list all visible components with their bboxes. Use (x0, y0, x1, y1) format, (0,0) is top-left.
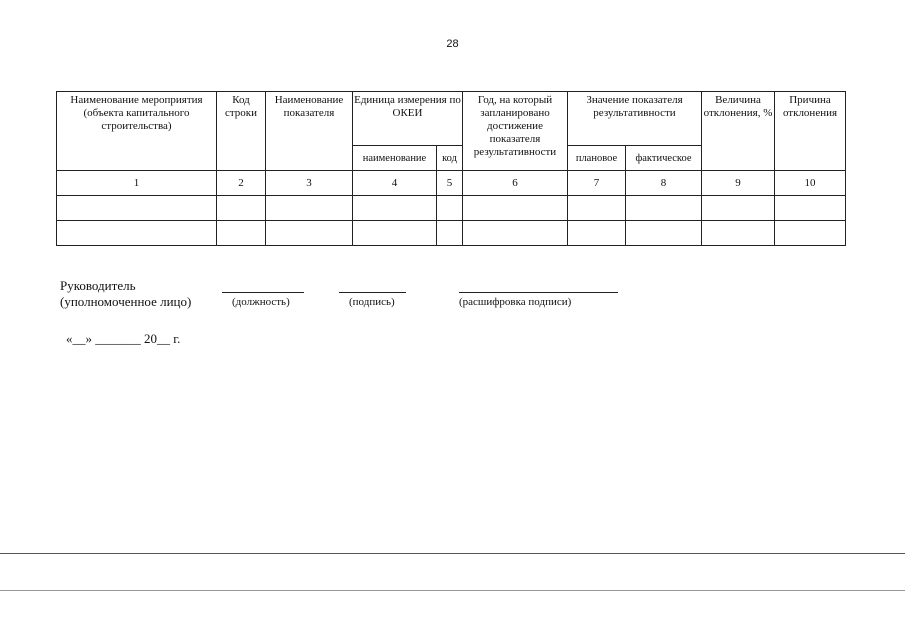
column-number: 9 (702, 171, 775, 196)
table-cell (353, 221, 437, 246)
results-table (56, 91, 846, 246)
signature-line (339, 292, 406, 293)
divider-line (0, 590, 905, 591)
table-cell (217, 196, 266, 221)
transcript-line (459, 292, 618, 293)
table-cell (353, 196, 437, 221)
header-reason: Причина отклонения (775, 92, 846, 171)
column-number: 10 (775, 171, 846, 196)
header-indicator-name: Наименование показателя (266, 92, 353, 171)
table-cell (568, 221, 626, 246)
header-target-year: Год, на который запланировано достижение показателя результативности (463, 92, 568, 171)
table-cell (775, 196, 846, 221)
table-cell (57, 221, 217, 246)
column-number: 1 (57, 171, 217, 196)
table-cell (266, 221, 353, 246)
table-cell (57, 196, 217, 221)
signature-title-line2: (уполномоченное лицо) (60, 294, 192, 309)
table-cell (702, 196, 775, 221)
column-number: 8 (626, 171, 702, 196)
column-number: 2 (217, 171, 266, 196)
table-cell (217, 221, 266, 246)
header-value-group: Значение показателя результативности (568, 92, 702, 146)
table-cell (437, 196, 463, 221)
page-number: 28 (446, 38, 459, 50)
table-row (57, 196, 846, 221)
header-row-code: Код строки (217, 92, 266, 171)
table-cell (463, 221, 568, 246)
header-value-planned: плановое (568, 146, 626, 171)
table-cell (626, 196, 702, 221)
position-line (222, 292, 304, 293)
column-number: 5 (437, 171, 463, 196)
header-activity-name: Наименование мероприятия (объекта капитального строительства) (57, 92, 217, 171)
transcript-caption: (расшифровка подписи) (459, 296, 572, 308)
signature-title-line1: Руководитель (60, 278, 136, 293)
column-number: 3 (266, 171, 353, 196)
position-caption: (должность) (232, 296, 290, 308)
column-number: 6 (463, 171, 568, 196)
table-cell (775, 221, 846, 246)
divider-line (0, 553, 905, 554)
header-value-actual: фактическое (626, 146, 702, 171)
table-cell (568, 196, 626, 221)
signature-caption: (подпись) (349, 296, 395, 308)
table-row (57, 221, 846, 246)
header-deviation: Величина отклонения, % (702, 92, 775, 171)
table-cell (626, 221, 702, 246)
table-cell (437, 221, 463, 246)
column-number: 4 (353, 171, 437, 196)
header-unit-code: код (437, 146, 463, 171)
column-number: 7 (568, 171, 626, 196)
table-cell (266, 196, 353, 221)
header-unit-group: Единица измерения по ОКЕИ (353, 92, 463, 146)
signature-block-title (60, 278, 191, 310)
date-line: «__» _______ 20__ г. (66, 331, 181, 346)
header-unit-name: наименование (353, 146, 437, 171)
table-cell (463, 196, 568, 221)
table-cell (702, 221, 775, 246)
column-number-row (57, 171, 846, 196)
